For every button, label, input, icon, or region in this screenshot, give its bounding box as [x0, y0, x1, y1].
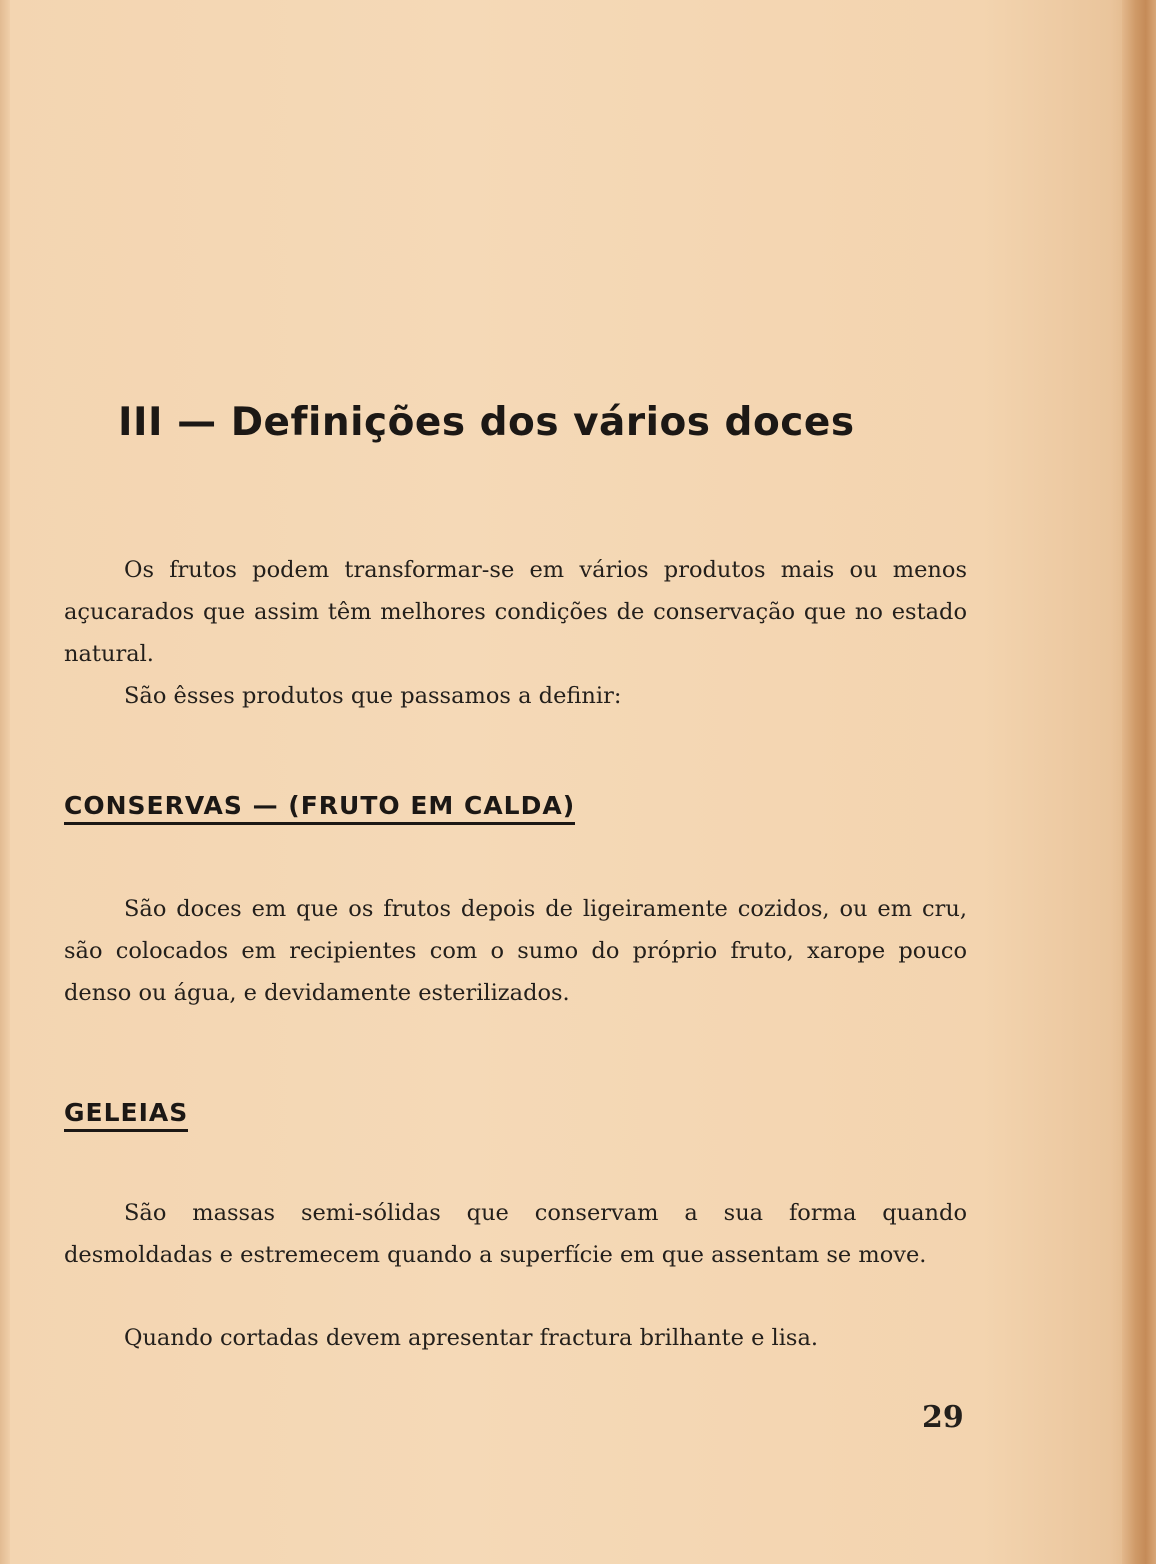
- section-heading-geleias: GELEIAS: [64, 1098, 188, 1132]
- geleias-paragraph-1: São massas semi-sólidas que conservam a sua forma quando desmoldadas e estremecem quando a superfície em que assentam se move.: [64, 1200, 967, 1268]
- intro-paragraph-1: Os frutos podem transformar-se em vários produtos mais ou menos açucarados que assim têm melhores condições de conservação que no estado natural.: [64, 557, 967, 667]
- section-heading-conservas: CONSERVAS — (FRUTO EM CALDA): [64, 791, 575, 825]
- chapter-title: III — Definições dos vários doces: [118, 400, 855, 445]
- intro-paragraph-2: São êsses produtos que passamos a definir:: [124, 683, 622, 709]
- page-left-edge: [0, 0, 10, 1564]
- page-binding-edge: [1122, 0, 1156, 1564]
- page-number: 29: [922, 1400, 964, 1435]
- geleias-paragraph-2: Quando cortadas devem apresentar fractura brilhante e lisa.: [124, 1325, 819, 1351]
- conservas-paragraph: São doces em que os frutos depois de ligeiramente cozidos, ou em cru, são colocados em recipientes com o sumo do próprio fruto, xarope pouco denso ou água, e devidamente esterilizados.: [64, 896, 967, 1006]
